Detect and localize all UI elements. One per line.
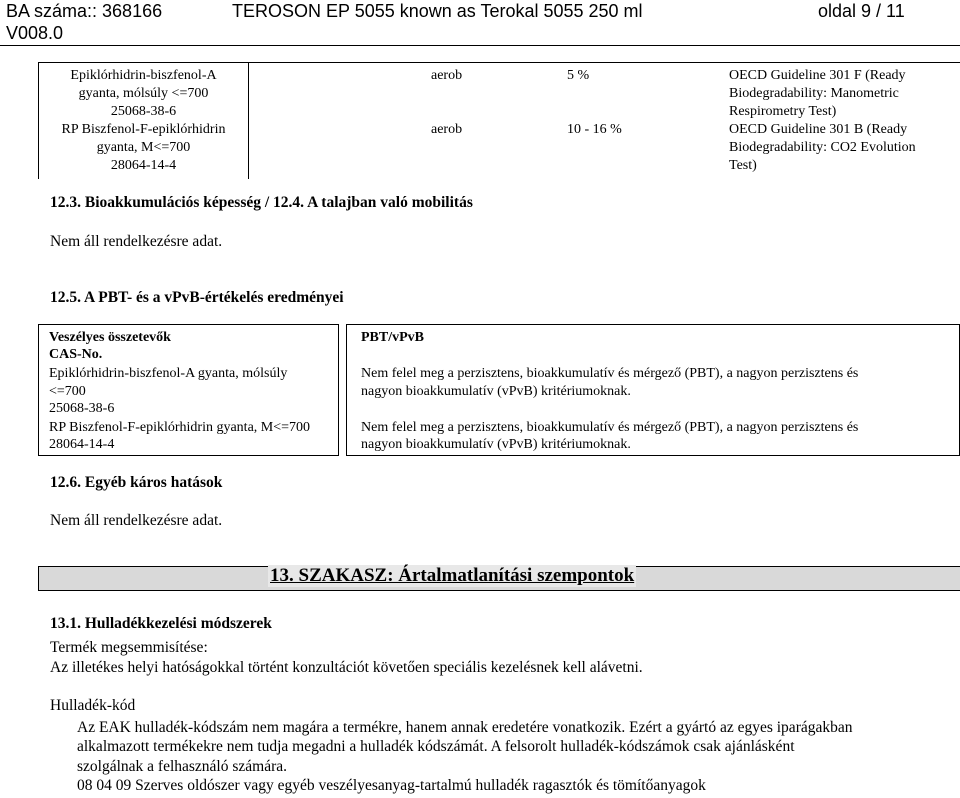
product-disposal-label: Termék megsemmisítése: (50, 639, 208, 656)
assessment-line: Nem felel meg a perzisztens, bioakkumulatív és mérgező (PBT), a nagyon perzisztens és (361, 366, 859, 381)
doc-version: V008.0 (6, 23, 64, 43)
substance-line: gyanta, M<=700 (96, 140, 191, 155)
substance-line: RP Biszfenol-F-epiklórhidrin gyanta, M<=700 (49, 420, 311, 435)
method-line: OECD Guideline 301 F (Ready (729, 68, 906, 83)
section-13-1-heading: 13.1. Hulladékkezelési módszerek (50, 615, 272, 632)
condition-cell: aerob (431, 122, 463, 137)
page-number: oldal 9 / 11 (818, 1, 905, 21)
section-13-title: 13. SZAKASZ: Ártalmatlanítási szempontok (270, 565, 635, 586)
substance-line: Epiklórhidrin-biszfenol-A gyanta, mólsúly (49, 366, 288, 381)
section-12-3-text: Nem áll rendelkezésre adat. (50, 233, 223, 250)
column-header: Veszélyes összetevők (49, 330, 171, 345)
method-line: Test) (729, 158, 757, 173)
value-cell: 5 % (567, 68, 590, 83)
method-line: Biodegradability: Manometric (729, 86, 899, 101)
waste-code-line: szolgálnak a felhasználó számára. (77, 758, 288, 775)
substance-line: 28064-14-4 (110, 158, 177, 173)
waste-code-line: alkalmazott termékekre nem tudja megadni a hulladék kódszámát. A felsorolt hulladék-kódszámok csak ajánlásként (77, 738, 795, 755)
method-line: OECD Guideline 301 B (Ready (729, 122, 908, 137)
section-12-6-text: Nem áll rendelkezésre adat. (50, 512, 223, 529)
doc-id: BA száma:: 368166 (6, 1, 163, 21)
pbt-table (38, 324, 959, 456)
substance-line: 25068-38-6 (110, 104, 177, 119)
pbt-assessment-column (346, 324, 960, 456)
substance-line: 25068-38-6 (49, 401, 115, 416)
substance-line: <=700 (49, 384, 86, 399)
waste-code-label: Hulladék-kód (50, 697, 136, 714)
value-cell: 10 - 16 % (567, 122, 622, 137)
substance-line: 28064-14-4 (49, 437, 115, 452)
condition-cell: aerob (431, 68, 463, 83)
assessment-line: nagyon bioakkumulatív (vPvB) kritériumoknak. (361, 437, 631, 452)
section-12-5-heading: 12.5. A PBT- és a vPvB-értékelés eredményei (50, 289, 344, 306)
column-header: CAS-No. (49, 347, 103, 362)
substance-line: Epiklórhidrin-biszfenol-A (70, 68, 217, 83)
method-line: Biodegradability: CO2 Evolution (729, 140, 916, 155)
section-12-6-heading: 12.6. Egyéb káros hatások (50, 474, 223, 491)
biodegradation-table (38, 62, 960, 179)
column-header: PBT/vPvB (361, 330, 425, 345)
assessment-line: nagyon bioakkumulatív (vPvB) kritériumoknak. (361, 384, 631, 399)
waste-code-line: 08 04 09 Szerves oldószer vagy egyéb veszélyesanyag-tartalmú hulladék ragasztók és tömítőanyagok (77, 777, 706, 794)
substance-line: gyanta, mólsúly <=700 (78, 86, 209, 101)
product-name: TEROSON EP 5055 known as Terokal 5055 250 ml (232, 1, 643, 21)
substance-column (39, 63, 249, 179)
substance-line: RP Biszfenol-F-epiklórhidrin (61, 122, 226, 137)
header-rule (0, 45, 960, 46)
section-12-3-heading: 12.3. Bioakkumulációs képesség / 12.4. A talajban való mobilitás (50, 194, 473, 211)
assessment-line: Nem felel meg a perzisztens, bioakkumulatív és mérgező (PBT), a nagyon perzisztens és (361, 420, 859, 435)
method-line: Respirometry Test) (729, 104, 837, 119)
product-disposal-text: Az illetékes helyi hatóságokkal történt konzultációt követően speciális kezelésnek kell alávetni. (50, 659, 643, 676)
waste-code-line: Az EAK hulladék-kódszám nem magára a termékre, hanem annak eredetére vonatkozik. Ezért a gyártó az egyes iparágakban (77, 719, 853, 736)
pbt-substance-column (38, 324, 339, 456)
